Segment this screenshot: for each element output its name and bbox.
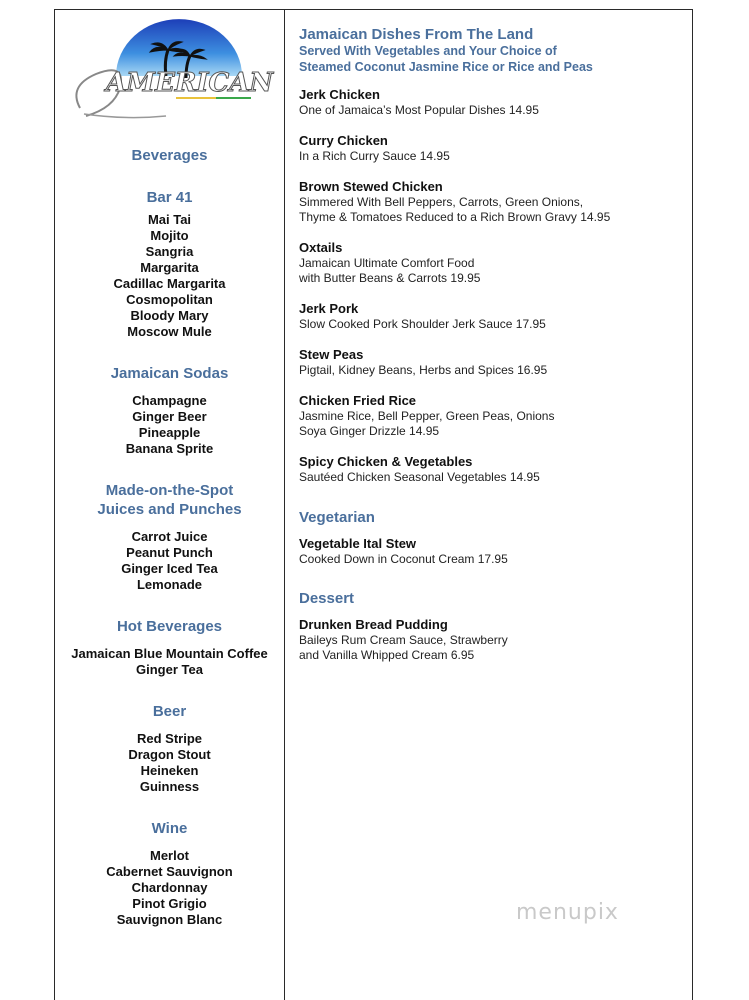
dish-name: Jerk Chicken [299, 87, 380, 102]
dish-name: Chicken Fried Rice [299, 393, 417, 408]
dish-description: Jamaican Ultimate Comfort Food [299, 256, 475, 270]
wine-list [55, 848, 284, 928]
wine-heading: Wine [151, 820, 188, 837]
dessert-heading: Dessert [299, 590, 355, 607]
list-item: Cadillac Margarita [113, 276, 226, 291]
dish-description: One of Jamaica’s Most Popular Dishes 14.95 [299, 103, 539, 117]
dish-description: Cooked Down in Coconut Cream 17.95 [299, 552, 508, 566]
list-item: Peanut Punch [126, 545, 213, 560]
list-item: Bloody Mary [130, 308, 209, 323]
list-item: Jamaican Blue Mountain Coffee [71, 646, 268, 661]
dish-name: Drunken Bread Pudding [299, 617, 448, 632]
column-divider [284, 9, 285, 1000]
list-item: Sangria [145, 244, 194, 259]
beer-list [55, 731, 284, 795]
list-item: Sauvignon Blanc [116, 912, 223, 927]
dish-description: Thyme & Tomatoes Reduced to a Rich Brown Gravy 14.95 [299, 210, 611, 224]
restaurant-logo [66, 16, 276, 126]
dishes-column [299, 26, 689, 663]
list-item: Cabernet Sauvignon [106, 864, 233, 879]
hot-beverages-list [55, 646, 284, 678]
dish-name: Spicy Chicken & Vegetables [299, 454, 473, 469]
dish-name: Stew Peas [299, 347, 364, 362]
dish-item [299, 617, 689, 663]
juices-heading-line2: Juices and Punches [97, 501, 242, 518]
dish-description: Simmered With Bell Peppers, Carrots, Green Onions, [299, 195, 584, 209]
list-item: Guinness [139, 779, 200, 794]
dish-item [299, 347, 689, 378]
dish-item [299, 179, 689, 225]
juices-heading-line1: Made-on-the-Spot [105, 482, 234, 499]
dish-description: In a Rich Curry Sauce 14.95 [299, 149, 450, 163]
list-item: Red Stripe [136, 731, 202, 746]
logo-text: AMERICAN [106, 68, 274, 98]
list-item: Ginger Tea [136, 662, 203, 677]
list-item: Heineken [140, 763, 199, 778]
list-item: Margarita [140, 260, 199, 275]
dish-description: Sautéed Chicken Seasonal Vegetables 14.95 [299, 470, 540, 484]
dish-item [299, 240, 689, 286]
dish-name: Jerk Pork [299, 301, 359, 316]
list-item: Pineapple [138, 425, 201, 440]
dishes-subtitle-line2: Steamed Coconut Jasmine Rice or Rice and Peas [299, 60, 593, 74]
dish-description: Soya Ginger Drizzle 14.95 [299, 424, 440, 438]
list-item: Ginger Beer [132, 409, 207, 424]
dish-name: Oxtails [299, 240, 343, 255]
sodas-heading: Jamaican Sodas [110, 365, 229, 382]
list-item: Merlot [150, 848, 189, 863]
beer-heading: Beer [152, 703, 187, 720]
list-item: Chardonnay [131, 880, 208, 895]
list-item: Mojito [150, 228, 189, 243]
bar-heading: Bar 41 [146, 189, 193, 206]
list-item: Dragon Stout [128, 747, 211, 762]
dish-name: Brown Stewed Chicken [299, 179, 443, 194]
dishes-title: Jamaican Dishes From The Land [299, 26, 534, 43]
list-item: Cosmopolitan [126, 292, 213, 307]
dish-item [299, 87, 689, 118]
list-item: Mai Tai [147, 212, 192, 227]
juices-list [55, 529, 284, 593]
list-item: Pinot Grigio [132, 896, 207, 911]
dishes-subtitle-line1: Served With Vegetables and Your Choice of [299, 44, 557, 58]
dish-description: Pigtail, Kidney Beans, Herbs and Spices 16.95 [299, 363, 548, 377]
bar-list [55, 212, 284, 340]
dish-item [299, 133, 689, 164]
dish-name: Curry Chicken [299, 133, 388, 148]
vegetarian-heading: Vegetarian [299, 509, 375, 526]
list-item: Moscow Mule [127, 324, 212, 339]
list-item: Ginger Iced Tea [121, 561, 218, 576]
beverages-column [55, 140, 284, 928]
dish-description: with Butter Beans & Carrots 19.95 [299, 271, 481, 285]
sodas-list [55, 393, 284, 457]
list-item: Banana Sprite [125, 441, 214, 456]
dish-item [299, 454, 689, 485]
list-item: Carrot Juice [131, 529, 208, 544]
beverages-heading: Beverages [131, 147, 208, 164]
dish-description: and Vanilla Whipped Cream 6.95 [299, 648, 475, 662]
dish-description: Baileys Rum Cream Sauce, Strawberry [299, 633, 508, 647]
dish-item [299, 536, 689, 567]
dish-item [299, 393, 689, 439]
dish-description: Slow Cooked Pork Shoulder Jerk Sauce 17.95 [299, 317, 546, 331]
list-item: Champagne [132, 393, 207, 408]
dish-name: Vegetable Ital Stew [299, 536, 417, 551]
list-item: Lemonade [136, 577, 202, 592]
dish-description: Jasmine Rice, Bell Pepper, Green Peas, Onions [299, 409, 555, 423]
hot-beverages-heading: Hot Beverages [116, 618, 223, 635]
menupix-watermark: menupix [516, 900, 619, 925]
dish-item [299, 301, 689, 332]
